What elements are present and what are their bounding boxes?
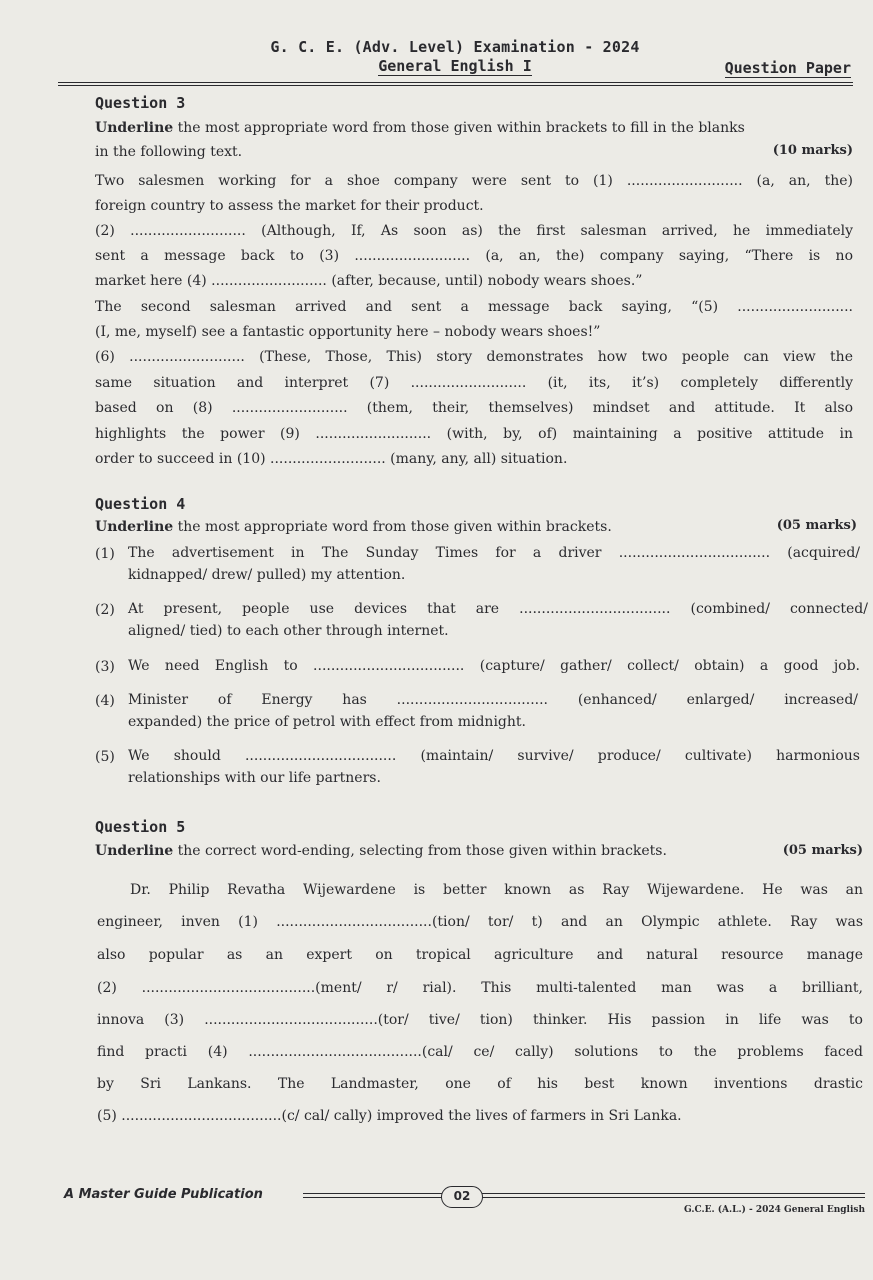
q4-item-number: (3) (95, 659, 115, 675)
page-header (250, 38, 660, 76)
question-5-marks: (05 marks) (782, 843, 863, 858)
question-3-instruction-line2: in the following text. (95, 144, 243, 160)
q5-text-line: Dr. Philip Revatha Wijewardene is better known as Ray Wijewardene. He was an (130, 882, 863, 898)
question-3-instruction (95, 118, 853, 138)
q4-item-line: The advertisement in The Sunday Times for a driver .................................. (acquired/ (128, 545, 860, 561)
q3-text-line: sent a message back to (3) .......................... (a, an, the) company saying, “There is no (95, 248, 853, 264)
q5-text-line: (5) ....................................(c/ cal/ cally) improved the lives of farmers in Sri Lanka. (97, 1108, 682, 1124)
q4-item-line: expanded) the price of petrol with effect from midnight. (128, 714, 526, 730)
q4-item-line: kidnapped/ drew/ pulled) my attention. (128, 567, 406, 583)
q5-text-line: innova (3) .......................................(tor/ tive/ tion) thinker. His passion in life was to (97, 1012, 863, 1028)
question-4-title: Question 4 (95, 495, 186, 513)
q5-text-line: also popular as an expert on tropical agriculture and natural resource manage (97, 947, 863, 963)
instruction-text: the correct word-ending, selecting from those given within brackets. (177, 843, 667, 859)
question-5-title: Question 5 (95, 818, 186, 836)
publisher-name: A Master Guide Publication (64, 1187, 263, 1202)
q4-item-line: relationships with our life partners. (128, 770, 381, 786)
header-rule (58, 82, 853, 86)
subject-title: General English I (378, 57, 532, 75)
q3-text-line: market here (4) .......................... (after, because, until) nobody wears shoes.” (95, 273, 643, 289)
q3-text-line: Two salesmen working for a shoe company were sent to (1) .......................... (a, an, the) (95, 173, 853, 189)
q5-text-line: engineer, inven (1) ...................................(tion/ tor/ t) and an Olympic athlete. Ray was (97, 914, 863, 930)
q4-item-number: (1) (95, 546, 115, 562)
footer-rule-left (303, 1193, 443, 1198)
question-3-title: Question 3 (95, 94, 186, 112)
q4-item-line: At present, people use devices that are .................................. (combined/ connected/ (128, 601, 868, 617)
q4-item-number: (4) (95, 693, 115, 709)
q5-text-line: by Sri Lankans. The Landmaster, one of his best known inventions drastic (97, 1076, 863, 1092)
instruction-keyword: Underline (95, 843, 174, 859)
q3-text-line: (2) .......................... (Although, If, As soon as) the first salesman arrived, he immediately (95, 223, 853, 239)
q3-text-line: same situation and interpret (7) .......................... (it, its, it’s) completely differently (95, 375, 853, 391)
footer-rule-right (482, 1193, 865, 1198)
question-4-marks: (05 marks) (776, 518, 857, 533)
question-4-instruction (95, 517, 715, 537)
series-label: G.C.E. (A.L.) - 2024 General English (684, 1205, 865, 1215)
q3-text-line: order to succeed in (10) .......................... (many, any, all) situation. (95, 451, 568, 467)
instruction-text: the most appropriate word from those given within brackets to fill in the blanks (177, 120, 745, 136)
q3-text-line: based on (8) .......................... (them, their, themselves) mindset and attitude. It also (95, 400, 853, 416)
q4-item-line: Minister of Energy has .................................. (enhanced/ enlarged/ increased/ (128, 692, 858, 708)
q3-text-line: The second salesman arrived and sent a message back saying, “(5) .......................... (95, 299, 853, 315)
paper-type: Question Paper (724, 59, 851, 77)
q4-item-line: We need English to .................................. (capture/ gather/ collect/ obtain) a good job. (128, 658, 860, 674)
q5-text-line: (2) .......................................(ment/ r/ rial). This multi-talented man was a brilliant, (97, 980, 863, 996)
question-5-instruction (95, 841, 775, 861)
q4-item-line: aligned/ tied) to each other through internet. (128, 623, 449, 639)
exam-title: G. C. E. (Adv. Level) Examination - 2024 (270, 38, 640, 56)
q3-text-line: (I, me, myself) see a fantastic opportunity here – nobody wears shoes!” (95, 324, 601, 340)
q4-item-number: (5) (95, 749, 115, 765)
q4-item-line: We should .................................. (maintain/ survive/ produce/ cultivate) harmonious (128, 748, 860, 764)
instruction-keyword: Underline (95, 120, 174, 136)
q3-text-line: (6) .......................... (These, Those, This) story demonstrates how two people can view the (95, 349, 853, 365)
q4-item-number: (2) (95, 602, 115, 618)
instruction-keyword: Underline (95, 519, 174, 535)
q5-text-line: find practi (4) .......................................(cal/ ce/ cally) solutions to the problems faced (97, 1044, 863, 1060)
page-number: 02 (441, 1186, 483, 1208)
instruction-text: the most appropriate word from those given within brackets. (177, 519, 612, 535)
question-3-marks: (10 marks) (772, 143, 853, 158)
q3-text-line: foreign country to assess the market for their product. (95, 198, 484, 214)
q3-text-line: highlights the power (9) .......................... (with, by, of) maintaining a positive attitude in (95, 426, 853, 442)
